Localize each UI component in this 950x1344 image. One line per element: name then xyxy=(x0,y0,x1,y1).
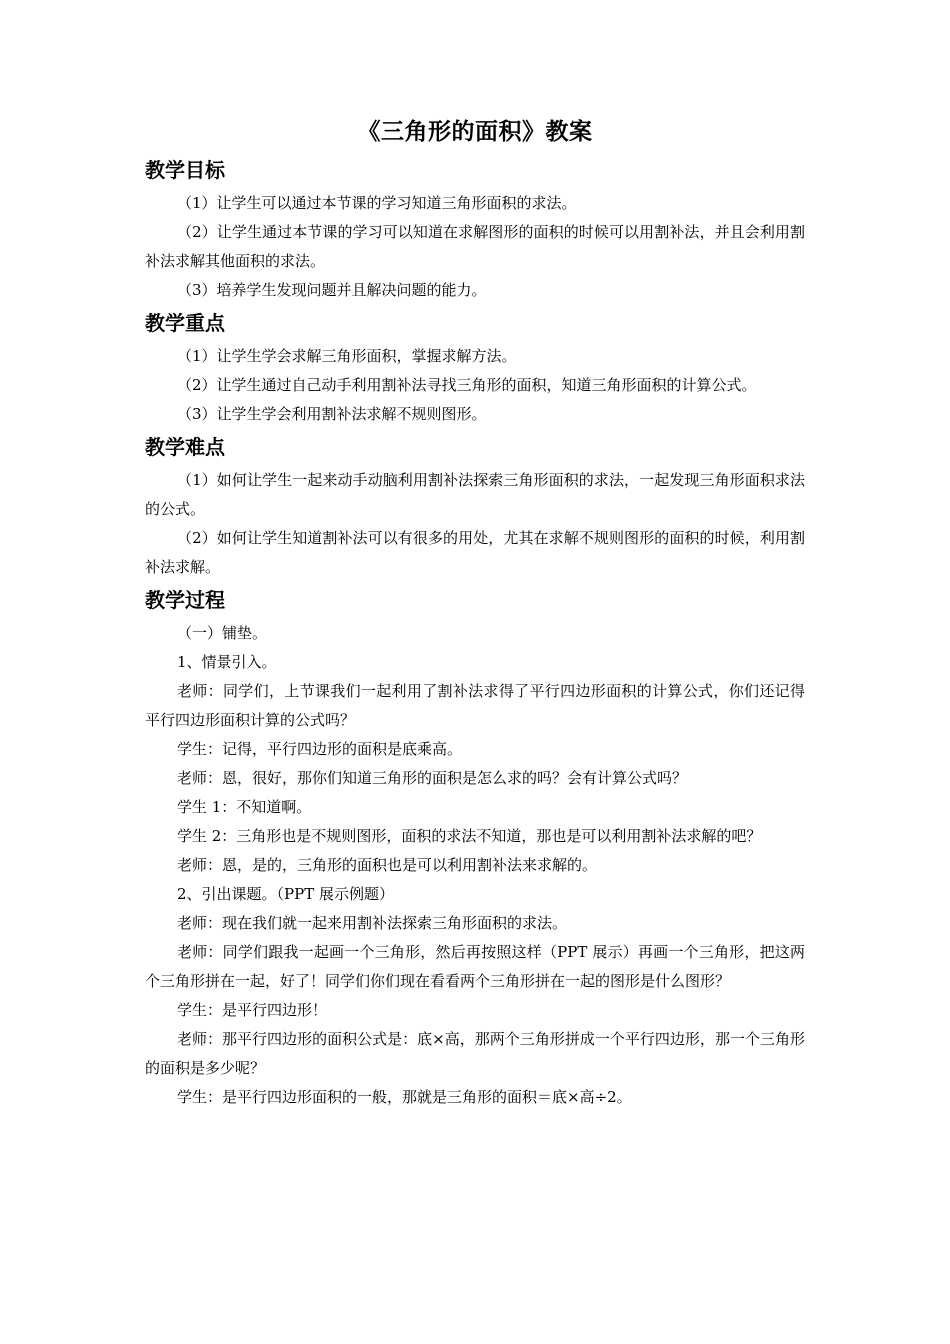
paragraph: （1）如何让学生一起来动手动脑利用割补法探索三角形面积的求法，一起发现三角形面积求法的公式。 xyxy=(145,471,805,518)
section-key-points xyxy=(145,307,805,429)
paragraph: 2、引出课题。（PPT 展示例题） xyxy=(177,885,395,903)
paragraph: （1）让学生可以通过本节课的学习知道三角形面积的求法。 xyxy=(177,194,577,212)
paragraph: 老师：同学们跟我一起画一个三角形，然后再按照这样（PPT 展示）再画一个三角形，把这两个三角形拼在一起，好了！同学们你们现在看看两个三角形拼在一起的图形是什么图形？ xyxy=(145,943,805,990)
paragraph: 老师：现在我们就一起来用割补法探索三角形面积的求法。 xyxy=(177,914,568,932)
paragraph: 老师：恩，很好，那你们知道三角形的面积是怎么求的吗？会有计算公式吗？ xyxy=(177,769,688,787)
paragraph: 学生：是平行四边形面积的一般，那就是三角形的面积＝底×高÷2。 xyxy=(177,1088,632,1106)
paragraph: （3）培养学生发现问题并且解决问题的能力。 xyxy=(177,281,487,299)
paragraph: 学生 1：不知道啊。 xyxy=(177,798,312,816)
section-heading: 教学目标 xyxy=(145,158,225,182)
section-objectives xyxy=(145,154,805,305)
paragraph: 学生：记得，平行四边形的面积是底乘高。 xyxy=(177,740,463,758)
paragraph: （3）让学生学会利用割补法求解不规则图形。 xyxy=(177,405,487,423)
document-title: 《三角形的面积》教案 xyxy=(357,118,593,145)
paragraph: 1、情景引入。 xyxy=(177,653,277,671)
paragraph: （1）让学生学会求解三角形面积，掌握求解方法。 xyxy=(177,347,517,365)
paragraph: （2）如何让学生知道割补法可以有很多的用处，尤其在求解不规则图形的面积的时候，利用割补法求解。 xyxy=(145,529,805,576)
paragraph: 学生 2：三角形也是不规则图形，面积的求法不知道，那也是可以利用割补法求解的吧？ xyxy=(177,827,762,845)
paragraph: （一）铺垫。 xyxy=(177,624,268,642)
paragraph: 老师：恩，是的，三角形的面积也是可以利用割补法来求解的。 xyxy=(177,856,598,874)
document-body xyxy=(145,114,805,1112)
paragraph: （2）让学生通过自己动手利用割补法寻找三角形的面积，知道三角形面积的计算公式。 xyxy=(177,376,757,394)
paragraph: 老师：同学们，上节课我们一起利用了割补法求得了平行四边形面积的计算公式，你们还记得平行四边形面积计算的公式吗？ xyxy=(145,682,805,729)
paragraph: （2）让学生通过本节课的学习可以知道在求解图形的面积的时候可以用割补法，并且会利用割补法求解其他面积的求法。 xyxy=(145,223,805,270)
section-heading: 教学难点 xyxy=(145,435,225,459)
section-heading: 教学过程 xyxy=(145,588,225,612)
paragraph: 老师：那平行四边形的面积公式是：底×高，那两个三角形拼成一个平行四边形，那一个三角形的面积是多少呢？ xyxy=(145,1030,805,1077)
section-process xyxy=(145,584,805,1112)
paragraph: 学生：是平行四边形！ xyxy=(177,1001,328,1019)
section-difficulties xyxy=(145,431,805,582)
section-heading: 教学重点 xyxy=(145,311,225,335)
